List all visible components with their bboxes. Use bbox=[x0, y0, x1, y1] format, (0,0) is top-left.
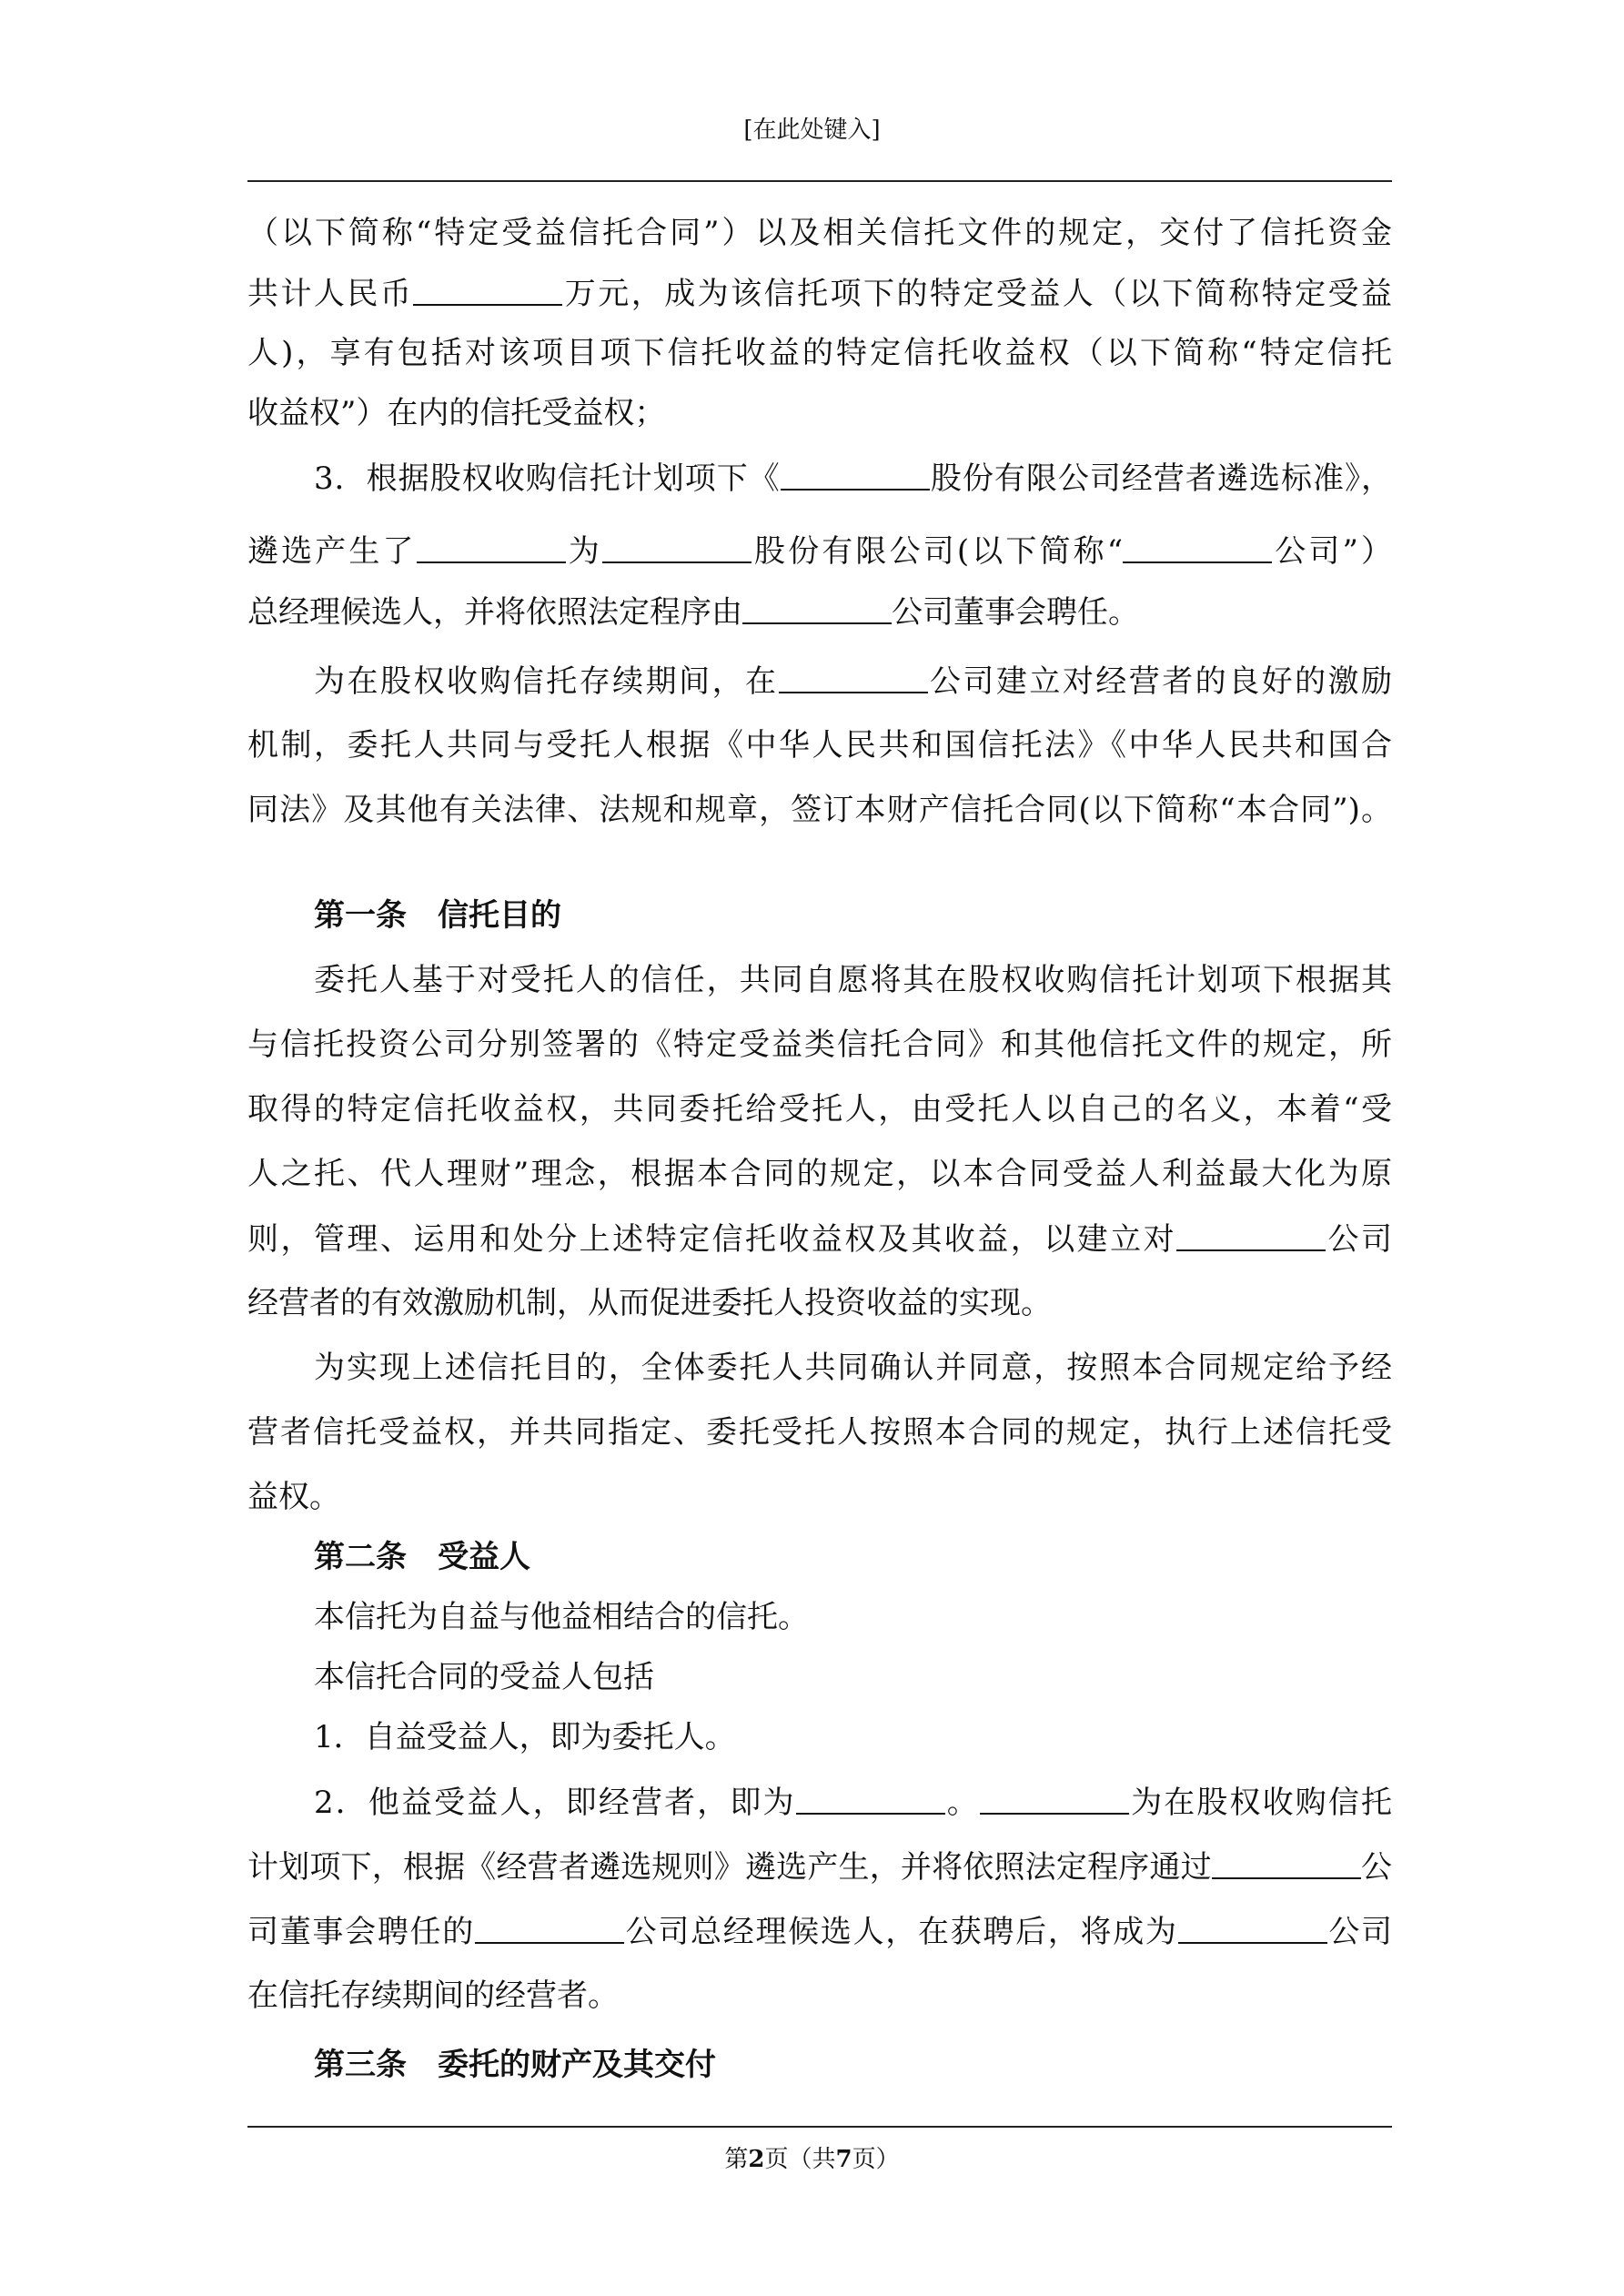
fill-blank bbox=[1176, 1219, 1326, 1251]
text-line: 人之托、代人理财”理念，根据本合同的规定，以本合同受益人利益最大化为原 bbox=[247, 1156, 1392, 1192]
text-line: 本信托为自益与他益相结合的信托。 bbox=[314, 1599, 809, 1635]
page-footer: 第2页（共7页） bbox=[724, 2146, 900, 2173]
text-line: 同法》及其他有关法律、法规和规章，签订本财产信托合同(以下简称“本合同”)。 bbox=[247, 792, 1392, 828]
fill-blank bbox=[417, 531, 566, 563]
text-line: 经营者的有效激励机制，从而促进委托人投资收益的实现。 bbox=[247, 1285, 1052, 1321]
page-header: [在此处键入] bbox=[743, 116, 881, 144]
fill-blank bbox=[980, 1782, 1129, 1815]
fill-blank bbox=[781, 458, 930, 491]
fill-blank bbox=[475, 1911, 624, 1944]
fill-blank bbox=[779, 661, 928, 693]
section-heading: 第一条 信托目的 bbox=[314, 897, 561, 934]
section-heading: 第二条 受益人 bbox=[314, 1539, 530, 1575]
section-heading: 第三条 委托的财产及其交付 bbox=[314, 2047, 716, 2083]
text-line: 人)，享有包括对该项目项下信托收益的特定信托收益权（以下简称“特定信托 bbox=[247, 335, 1392, 371]
text-line: 益权。 bbox=[247, 1479, 340, 1515]
text-line: 委托人基于对受托人的信任，共同自愿将其在股权收购信托计划项下根据其 bbox=[314, 962, 1392, 998]
text-line: 为实现上述信托目的，全体委托人共同确认并同意，按照本合同规定给予经 bbox=[314, 1350, 1392, 1386]
text-line: 总经理候选人，并将依照法定程序由 公司董事会聘任。 bbox=[247, 592, 1392, 632]
text-line: 3．根据股权收购信托计划项下《 股份有限公司经营者遴选标准》， bbox=[314, 458, 1392, 499]
fill-blank bbox=[742, 592, 892, 624]
text-line: （以下简称“特定受益信托合同”）以及相关信托文件的规定，交付了信托资金 bbox=[247, 215, 1392, 251]
fill-blank bbox=[1123, 531, 1272, 563]
fill-blank bbox=[1178, 1911, 1327, 1944]
footer-rule bbox=[247, 2126, 1392, 2128]
header-rule bbox=[247, 180, 1392, 182]
text-line: 为在股权收购信托存续期间，在 公司建立对经营者的良好的激励 bbox=[314, 661, 1392, 702]
text-line: 在信托存续期间的经营者。 bbox=[247, 1977, 619, 2014]
text-line: 本信托合同的受益人包括 bbox=[314, 1659, 654, 1695]
text-line: 与信托投资公司分别签署的《特定受益类信托合同》和其他信托文件的规定，所 bbox=[247, 1027, 1392, 1063]
text-line: 营者信托受益权，并共同指定、委托受托人按照本合同的规定，执行上述信托受 bbox=[247, 1414, 1392, 1451]
text-line: 共计人民币 万元，成为该信托项下的特定受益人（以下简称特定受益 bbox=[247, 273, 1392, 314]
text-line: 取得的特定信托收益权，共同委托给受托人，由受托人以自己的名义，本着“受 bbox=[247, 1091, 1392, 1128]
text-line: 则，管理、运用和处分上述特定信托收益权及其收益，以建立对 公司 bbox=[247, 1219, 1392, 1259]
text-line: 1．自益受益人，即为委托人。 bbox=[314, 1719, 736, 1755]
fill-blank bbox=[602, 531, 751, 563]
page-total: 7 bbox=[835, 2146, 852, 2173]
text-line: 遴选产生了 为 股份有限公司(以下简称“ 公司”） bbox=[247, 531, 1392, 571]
text-line: 司董事会聘任的 公司总经理候选人，在获聘后，将成为 公司 bbox=[247, 1911, 1392, 1952]
fill-blank bbox=[413, 273, 562, 306]
fill-blank bbox=[796, 1782, 945, 1815]
page-number: 2 bbox=[748, 2146, 765, 2173]
text-line: 机制，委托人共同与受托人根据《中华人民共和国信托法》《中华人民共和国合 bbox=[247, 727, 1392, 764]
text-line: 收益权”）在内的信托受益权； bbox=[247, 395, 666, 431]
fill-blank bbox=[1212, 1846, 1361, 1879]
text-line: 计划项下，根据《经营者遴选规则》遴选产生，并将依照法定程序通过 公 bbox=[247, 1846, 1392, 1887]
text-line: 2．他益受益人，即经营者，即为 。 为在股权收购信托 bbox=[314, 1782, 1392, 1823]
